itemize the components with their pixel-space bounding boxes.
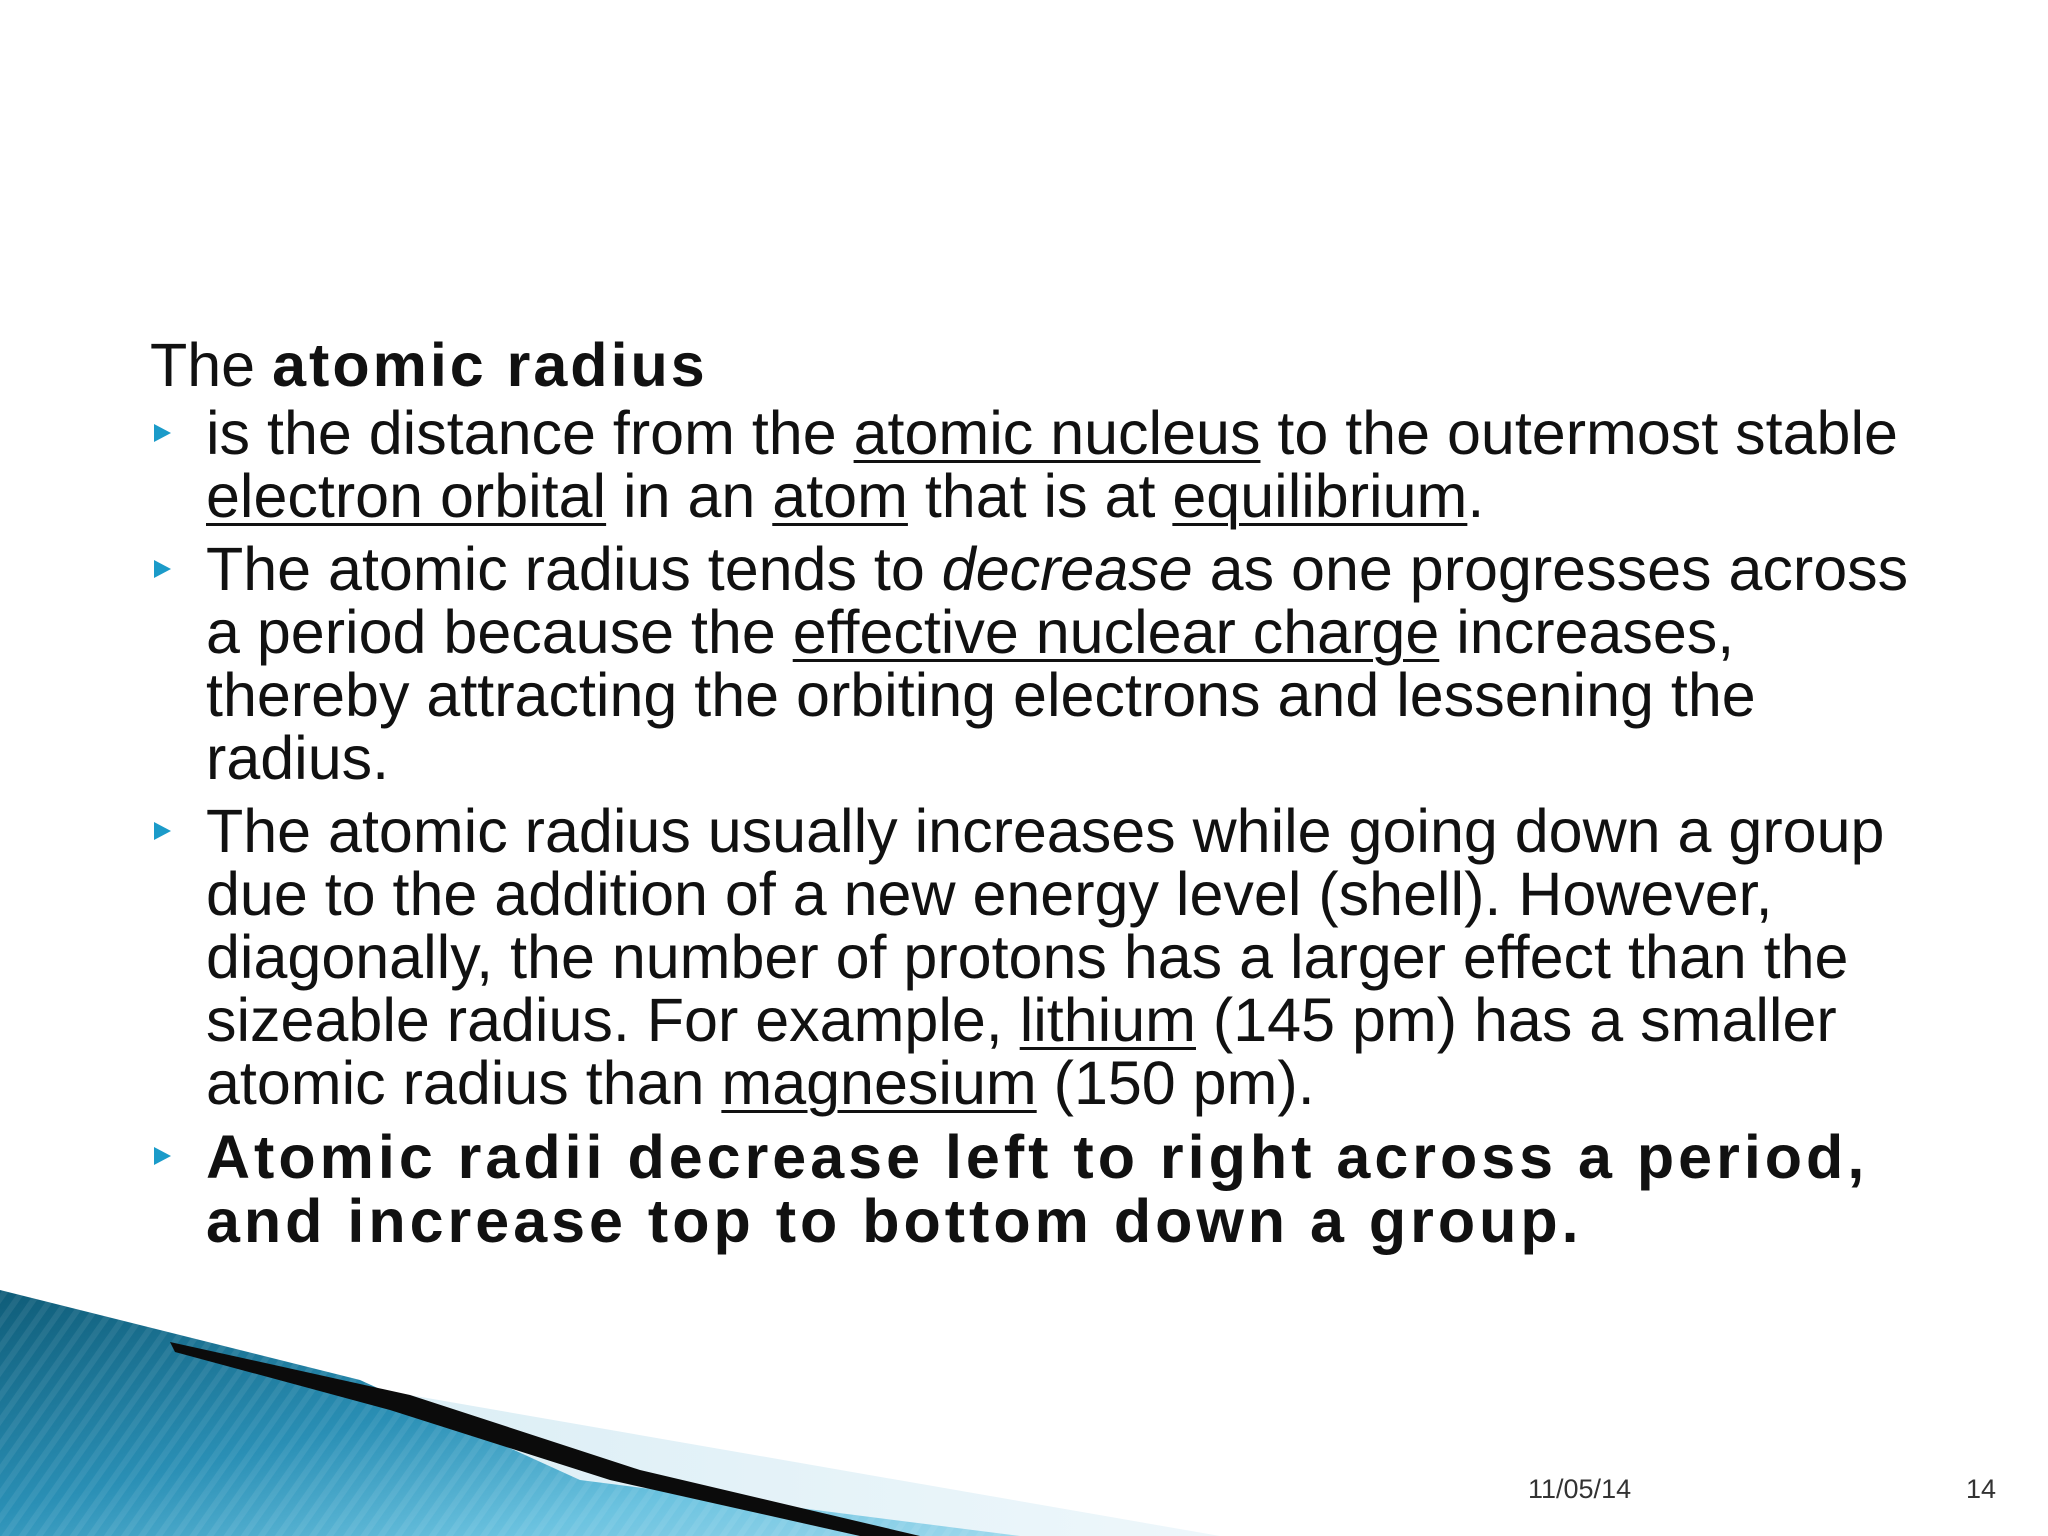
bullet-text: The atomic radius tends to: [206, 535, 942, 603]
bullet-period-trend: [150, 535, 1940, 792]
bullet-arrow-icon: [154, 424, 171, 442]
bullet-arrow-icon: [154, 822, 171, 840]
bullet-text: that is at: [907, 462, 1173, 530]
link-electron-orbital[interactable]: electron orbital: [206, 462, 607, 530]
slide-number: 14: [1966, 1474, 1997, 1504]
slide-body: [150, 330, 1940, 1263]
link-magnesium[interactable]: magnesium: [721, 1049, 1037, 1117]
bullet-text: (150 pm).: [1036, 1049, 1315, 1117]
bullet-text: increases, thereby attracting the orbiting electrons and lessening the radius.: [206, 598, 1756, 792]
link-atomic-nucleus[interactable]: atomic nucleus: [853, 399, 1261, 467]
bullet-text: to the outermost stable: [1260, 399, 1898, 467]
bullet-text: is the distance from the: [206, 399, 854, 467]
heading-term: atomic radius: [272, 331, 708, 399]
bullet-list: [150, 399, 1940, 1255]
bullet-definition: [150, 399, 1940, 530]
link-effective-nuclear-charge[interactable]: effective nuclear charge: [792, 598, 1440, 666]
link-atom[interactable]: atom: [772, 462, 908, 530]
emphasis-decrease: decrease: [941, 535, 1193, 603]
bullet-text: .: [1467, 462, 1485, 530]
footer-date: 11/05/14: [1528, 1474, 1632, 1504]
bullet-text: The atomic radius usually increases while going down a group due to the addition of a new energy level (shell). However, diagonally, the number of protons has a larger effect than the sizeable radius. For example,: [206, 797, 1885, 1054]
bullet-text: in an: [606, 462, 773, 530]
bullet-arrow-icon: [154, 1147, 171, 1165]
link-lithium[interactable]: lithium: [1019, 986, 1196, 1054]
link-equilibrium[interactable]: equilibrium: [1172, 462, 1468, 530]
bullet-group-trend: [150, 797, 1940, 1117]
bullet-summary: [150, 1125, 1940, 1253]
slide-heading: [150, 330, 1940, 400]
bullet-text: as one progresses across a period because the: [206, 535, 1909, 666]
bullet-arrow-icon: [154, 560, 171, 578]
heading-prefix: The: [150, 331, 256, 399]
bullet-text: Atomic radii decrease left to right across a period, and increase top to bottom down a group.: [206, 1123, 1869, 1255]
bullet-text: (145 pm) has a smaller atomic radius than: [206, 986, 1837, 1117]
